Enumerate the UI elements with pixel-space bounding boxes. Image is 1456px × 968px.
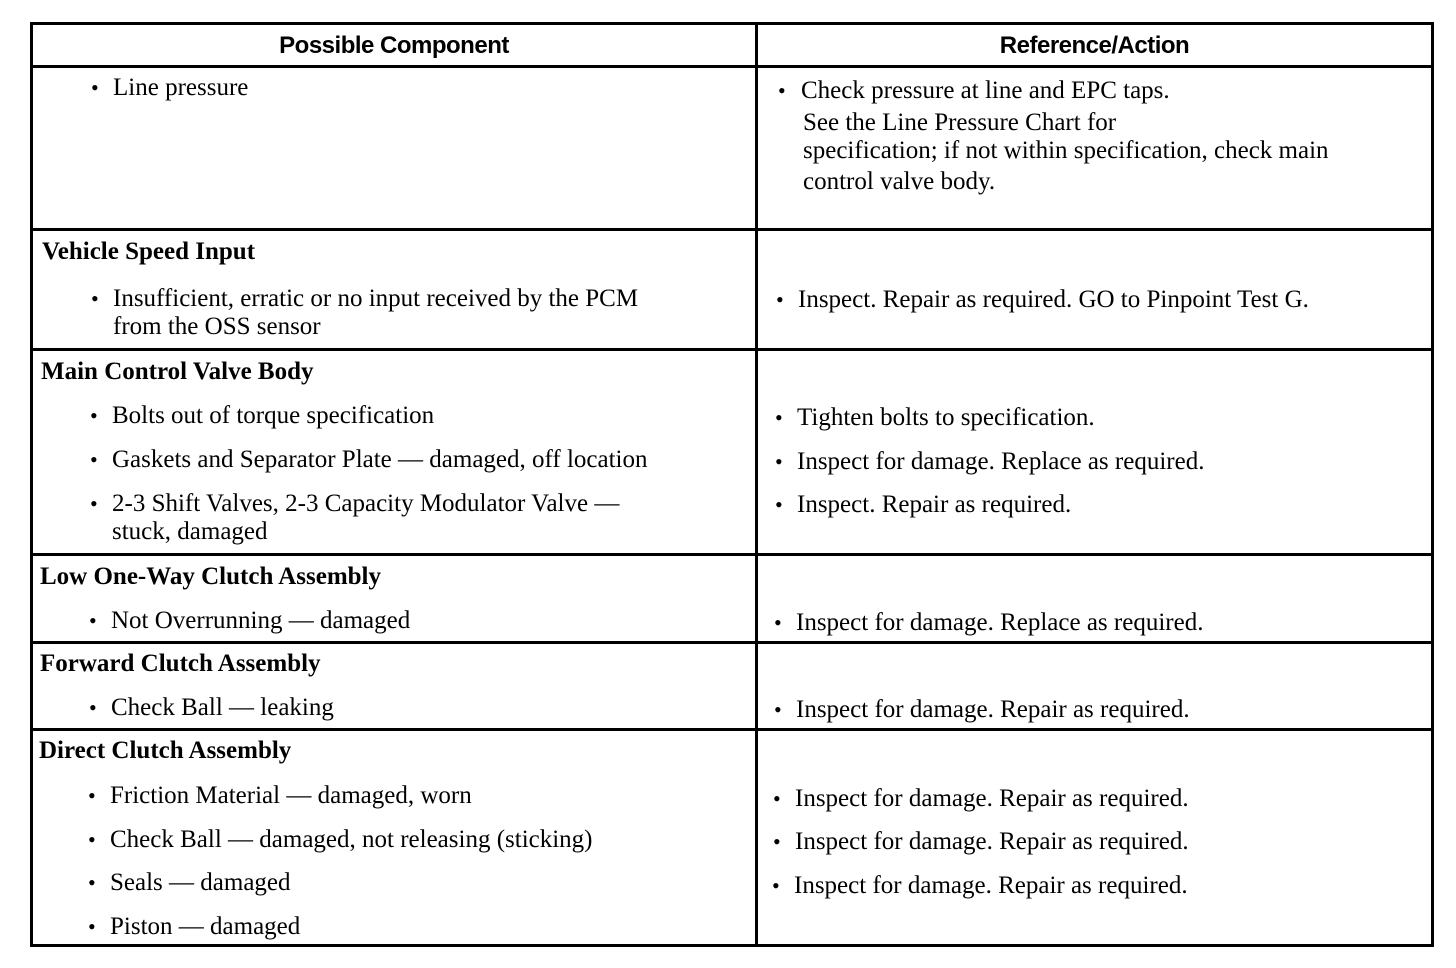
component-item: Gaskets and Separator Plate — damaged, off location [112,446,648,473]
component-item: Insufficient, erratic or no input received by the PCM [113,285,639,312]
component-item: Check Ball — damaged, not releasing (sticking) [110,826,593,853]
action-item: Inspect. Repair as required. GO to Pinpoint Test G. [798,286,1309,313]
action-item: Inspect for damage. Repair as required. [795,828,1189,855]
bullet-icon: • [773,829,781,854]
component-item: Line pressure [113,74,249,101]
action-item: Tighten bolts to specification. [797,404,1095,431]
bullet-icon: • [91,286,99,311]
component-item-line: from the OSS sensor [113,313,321,340]
row-divider [33,228,1431,231]
component-item: Piston — damaged [110,913,301,940]
bullet-icon: • [88,827,96,852]
bullet-icon: • [91,75,99,100]
bullet-icon: • [772,873,780,898]
component-item: Not Overrunning — damaged [111,607,411,634]
row-divider [33,641,1431,644]
bullet-icon: • [88,783,96,808]
action-item: Inspect for damage. Repair as required. [795,785,1189,812]
action-item-line: control valve body. [803,168,996,195]
row-divider [33,553,1431,556]
bullet-icon: • [773,786,781,811]
action-item: Inspect for damage. Repair as required. [794,872,1188,899]
header-reference-action: Reference/Action [999,32,1190,59]
bullet-icon: • [775,449,783,474]
bullet-icon: • [774,610,782,635]
header-divider [33,65,1431,68]
bullet-icon: • [90,447,98,472]
component-item: Friction Material — damaged, worn [110,782,472,809]
action-item: Inspect for damage. Replace as required. [797,448,1205,475]
section-title: Forward Clutch Assembly [40,650,321,677]
bullet-icon: • [778,78,786,103]
bullet-icon: • [776,287,784,312]
bullet-icon: • [89,695,97,720]
section-title: Direct Clutch Assembly [39,737,292,764]
section-title: Main Control Valve Body [41,358,314,385]
section-title: Vehicle Speed Input [42,238,256,265]
action-item: Check pressure at line and EPC taps. [801,77,1170,104]
diagnosis-table [30,22,1434,947]
component-item: Seals — damaged [110,869,291,896]
bullet-icon: • [89,608,97,633]
action-item-line: See the Line Pressure Chart for [803,109,1117,136]
component-item: Check Ball — leaking [111,694,334,721]
component-item: 2-3 Shift Valves, 2-3 Capacity Modulator Valve — [112,490,620,517]
section-title: Low One-Way Clutch Assembly [40,563,382,590]
component-item-line: stuck, damaged [112,518,268,545]
bullet-icon: • [90,491,98,516]
action-item: Inspect for damage. Replace as required. [796,609,1204,636]
component-item: Bolts out of torque specification [112,402,435,429]
bullet-icon: • [775,405,783,430]
bullet-icon: • [88,914,96,939]
row-divider [33,728,1431,731]
action-item: Inspect for damage. Repair as required. [796,696,1190,723]
action-item-line: specification; if not within specification, check main [803,137,1329,164]
bullet-icon: • [774,697,782,722]
bullet-icon: • [90,403,98,428]
bullet-icon: • [88,870,96,895]
column-divider [755,25,758,944]
header-possible-component: Possible Component [279,32,509,59]
row-divider [33,348,1431,351]
bullet-icon: • [775,492,783,517]
action-item: Inspect. Repair as required. [797,491,1072,518]
